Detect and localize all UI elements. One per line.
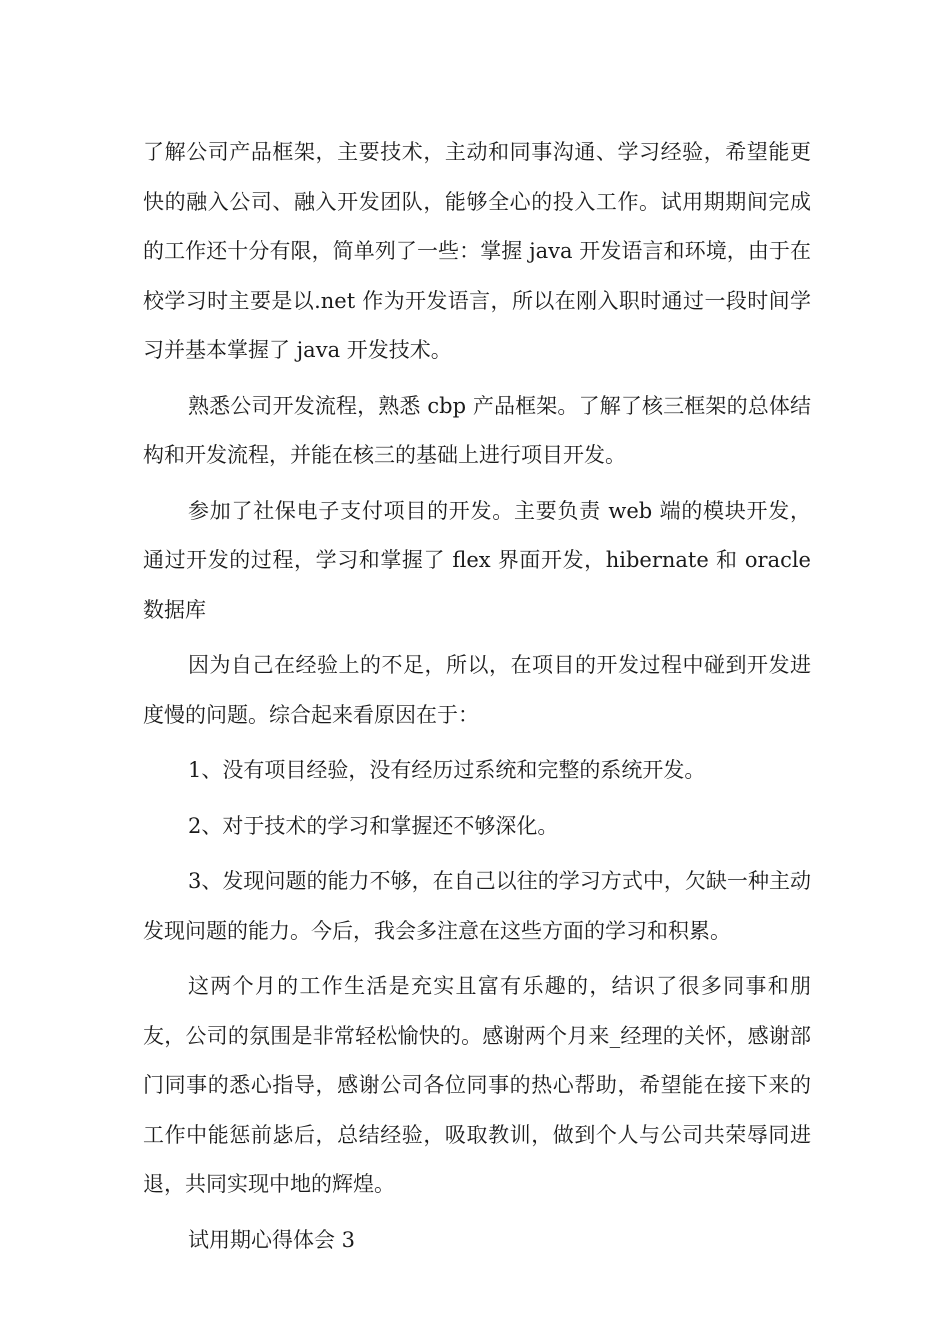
section-heading: 试用期心得体会 3	[188, 1227, 356, 1252]
paragraph: 熟悉公司开发流程，熟悉 cbp 产品框架。了解了核三框架的总体结构和开发流程，并能在核三的基础上进行项目开发。	[143, 393, 811, 467]
paragraph: 参加了社保电子支付项目的开发。主要负责 web 端的模块开发，通过开发的过程，学习和掌握了 flex 界面开发，hibernate 和 oracle 数据库	[143, 498, 811, 622]
paragraph: 这两个月的工作生活是充实且富有乐趣的，结识了很多同事和朋友，公司的氛围是非常轻松愉快的。感谢两个月来_经理的关怀，感谢部门同事的悉心指导，感谢公司各位同事的热心帮助，希望能在接下来的工作中能惩前毖后，总结经验，吸取教训，做到个人与公司共荣辱同进退，共同实现中地的辉煌。	[143, 974, 811, 1196]
document-body	[143, 128, 811, 1271]
list-item: 3、发现问题的能力不够，在自己以往的学习方式中，欠缺一种主动发现问题的能力。今后，我会多注意在这些方面的学习和积累。	[143, 869, 811, 943]
paragraph: 了解公司产品框架，主要技术，主动和同事沟通、学习经验，希望能更快的融入公司、融入开发团队，能够全心的投入工作。试用期期间完成的工作还十分有限，简单列了一些：掌握 java 开发语言和环境，由于在校学习时主要是以.net 作为开发语言，所以在刚入职时通过一段时间学习并基本掌握了 java 开发技术。	[143, 140, 811, 362]
paragraph: 因为自己在经验上的不足，所以，在项目的开发过程中碰到开发进度慢的问题。综合起来看原因在于：	[143, 653, 811, 727]
list-item: 2、对于技术的学习和掌握还不够深化。	[188, 813, 559, 838]
list-item: 1、没有项目经验，没有经历过系统和完整的系统开发。	[188, 758, 706, 782]
